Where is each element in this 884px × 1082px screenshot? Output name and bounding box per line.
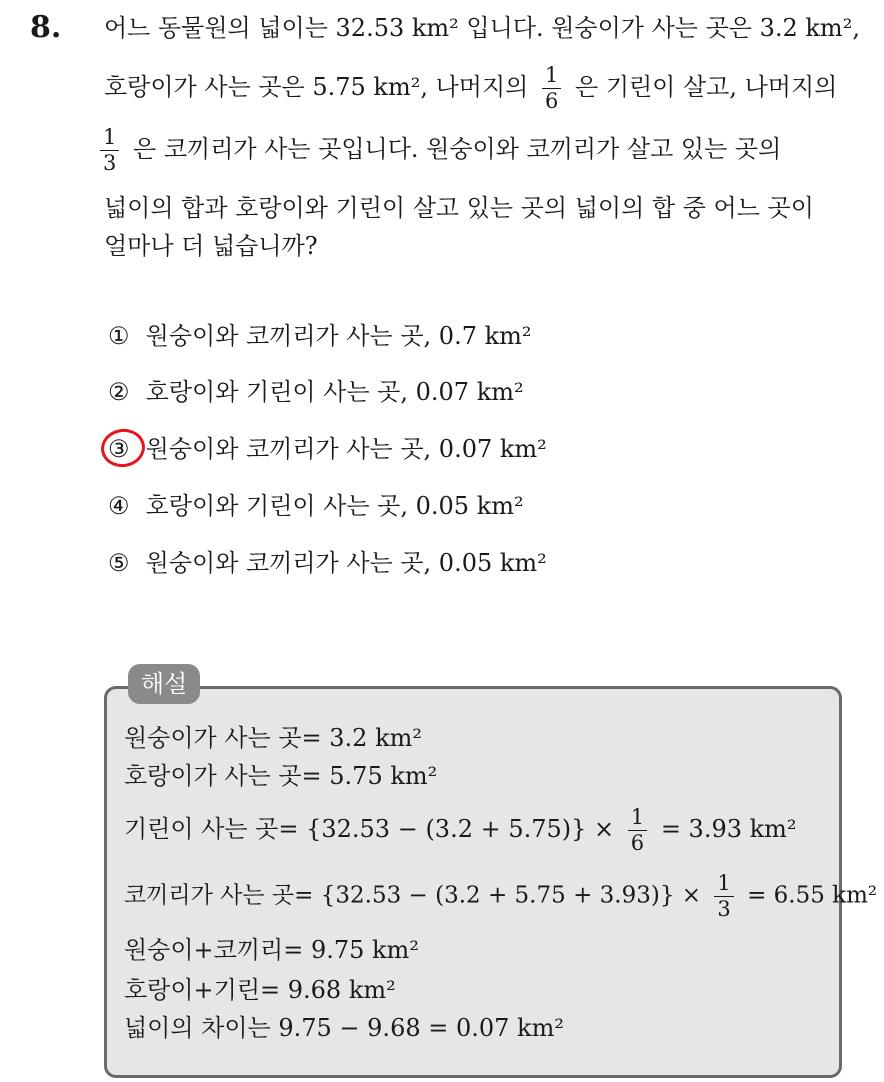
question-line-1: 어느 동물원의 넓이는 32.53 km² 입니다. 원숭이가 사는 곳은 3.2 km², <box>104 14 860 42</box>
option-text: 원숭이와 코끼리가 사는 곳, 0.7 km² <box>145 322 532 350</box>
solution-line-2: 호랑이가 사는 곳= 5.75 km² <box>124 762 438 790</box>
option-number: ③ <box>108 435 130 463</box>
fraction-numerator: 1 <box>628 806 647 831</box>
fraction-numerator: 1 <box>100 126 119 151</box>
fraction-one-third <box>714 872 733 921</box>
option-number: ⑤ <box>108 549 130 577</box>
solution-line-6: 호랑이+기린= 9.68 km² <box>124 976 396 1004</box>
fraction-denominator: 6 <box>544 89 559 114</box>
fraction-denominator: 3 <box>717 897 731 922</box>
option-2[interactable] <box>108 380 524 404</box>
option-5[interactable] <box>108 551 547 575</box>
solution-line-5: 원숭이+코끼리= 9.75 km² <box>124 936 419 964</box>
option-text: 호랑이와 기린이 사는 곳, 0.07 km² <box>145 378 524 406</box>
option-number: ② <box>108 378 130 406</box>
option-text: 원숭이와 코끼리가 사는 곳, 0.05 km² <box>145 549 547 577</box>
question-line-4: 넓이의 합과 호랑이와 기린이 살고 있는 곳의 넓이의 합 중 어느 곳이 <box>104 194 814 222</box>
question-number: 8. <box>30 10 62 45</box>
solution-label: 해설 <box>128 664 200 704</box>
option-3[interactable] <box>108 437 547 461</box>
option-1[interactable] <box>108 324 532 348</box>
question-line-2-pre: 호랑이가 사는 곳은 5.75 km², 나머지의 <box>104 73 529 102</box>
option-4[interactable] <box>108 494 524 518</box>
question-line-2-post: 은 기린이 살고, 나머지의 <box>575 73 838 102</box>
fraction-one-sixth <box>628 806 647 855</box>
solution-line-4 <box>124 872 877 921</box>
answer-circle-mark <box>99 426 148 470</box>
fraction-one-third <box>100 126 119 175</box>
question-line-3-post: 은 코끼리가 사는 곳입니다. 원숭이와 코끼리가 살고 있는 곳의 <box>133 135 782 164</box>
solution-line-3 <box>124 806 797 855</box>
fraction-denominator: 3 <box>103 151 117 176</box>
option-text: 원숭이와 코끼리가 사는 곳, 0.07 km² <box>145 435 547 463</box>
solution-line-7: 넓이의 차이는 9.75 − 9.68 = 0.07 km² <box>124 1014 564 1042</box>
solution-line-3-pre: 기린이 사는 곳= {32.53 − (3.2 + 5.75)} × <box>124 815 615 844</box>
option-number: ④ <box>108 492 130 520</box>
question-line-5: 얼마나 더 넓습니까? <box>104 232 318 260</box>
option-number: ① <box>108 322 130 350</box>
fraction-denominator: 6 <box>630 831 645 856</box>
fraction-numerator: 1 <box>542 64 561 89</box>
solution-line-4-post: = 6.55 km² <box>747 882 878 909</box>
solution-line-3-post: = 3.93 km² <box>660 815 797 844</box>
question-line-2 <box>104 64 837 113</box>
solution-line-4-pre: 코끼리가 사는 곳= {32.53 − (3.2 + 5.75 + 3.93)} × <box>124 882 702 909</box>
fraction-numerator: 1 <box>714 872 733 897</box>
question-line-3 <box>100 126 781 175</box>
fraction-one-sixth <box>542 64 561 113</box>
solution-line-1: 원숭이가 사는 곳= 3.2 km² <box>124 724 423 752</box>
option-text: 호랑이와 기린이 사는 곳, 0.05 km² <box>145 492 524 520</box>
